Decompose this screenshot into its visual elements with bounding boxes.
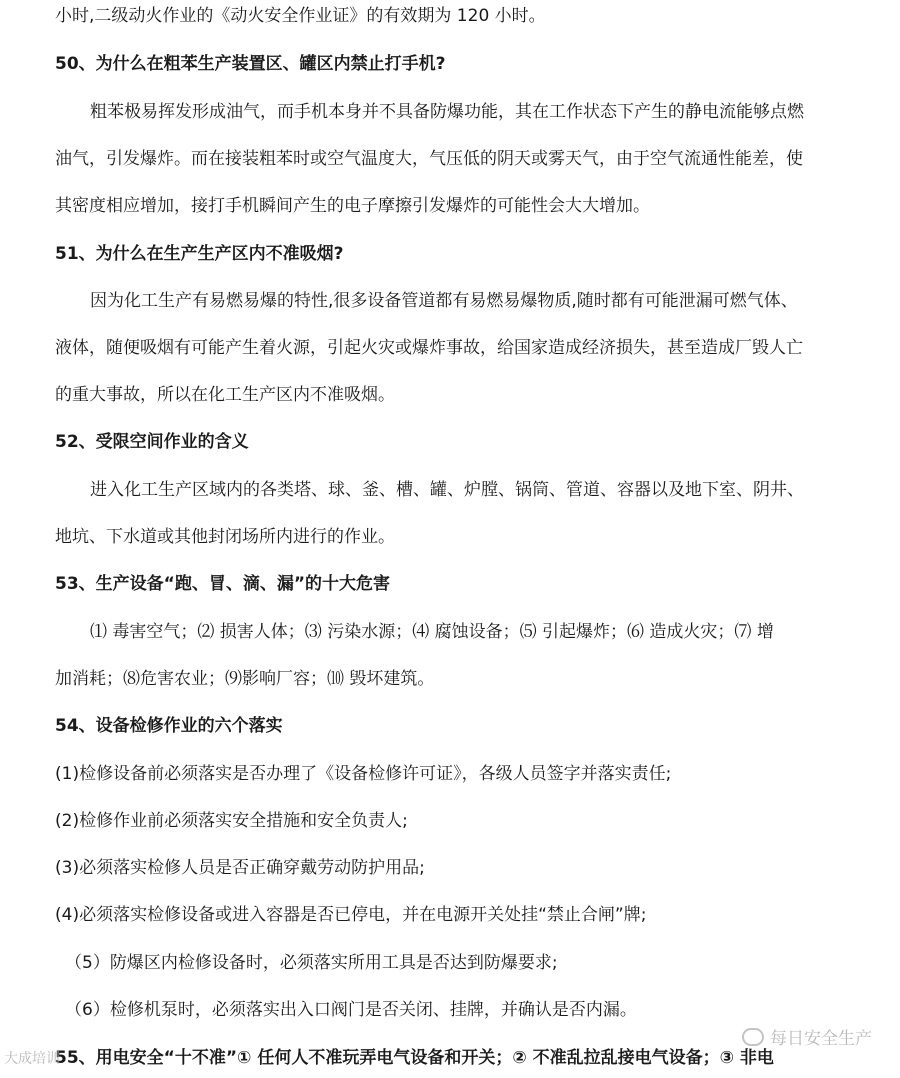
section-heading-53: 53、生产设备“跑、冒、滴、漏”的十大危害 (55, 574, 391, 594)
paragraph-line: 其密度相应增加，接打手机瞬间产生的电子摩擦引发爆炸的可能性会大大增加。 (55, 196, 650, 216)
section-heading-50: 50、为什么在粗苯生产装置区、罐区内禁止打手机? (55, 54, 446, 74)
watermark-right (742, 1024, 872, 1049)
section-heading-51: 51、为什么在生产生产区内不准吸烟? (55, 244, 344, 264)
paragraph-line: 加消耗；⑻危害农业；⑼影响厂容；⑽ 毁坏建筑。 (55, 669, 435, 689)
watermark-left-text: 大成培训 (4, 1051, 60, 1067)
section-heading-52: 52、受限空间作业的含义 (55, 432, 249, 452)
list-item: (3)必须落实检修人员是否正确穿戴劳动防护用品; (55, 858, 425, 878)
paragraph-line: 的重大事故，所以在化工生产区内不准吸烟。 (55, 385, 395, 405)
paragraph-line: 地坑、下水道或其他封闭场所内进行的作业。 (55, 527, 395, 547)
paragraph-line: 油气，引发爆炸。而在接装粗苯时或空气温度大，气压低的阴天或雾天气，由于空气流通性能差，使 (55, 149, 803, 169)
paragraph-line: ⑴ 毒害空气；⑵ 损害人体；⑶ 污染水源；⑷ 腐蚀设备；⑸ 引起爆炸；⑹ 造成火灾；⑺ 增 (90, 622, 774, 642)
paragraph-line: 进入化工生产区域内的各类塔、球、釜、槽、罐、炉膛、锅筒、管道、容器以及地下室、阴井、 (90, 480, 804, 500)
paragraph-line: 因为化工生产有易燃易爆的特性,很多设备管道都有易燃易爆物质,随时都有可能泄漏可燃气体、 (90, 291, 798, 311)
list-item: (4)必须落实检修设备或进入容器是否已停电，并在电源开关处挂“禁止合闸”牌; (55, 905, 647, 925)
paragraph-line: 液体，随便吸烟有可能产生着火源，引起火灾或爆炸事故，给国家造成经济损失，甚至造成厂毁人亡 (55, 338, 803, 358)
list-item: (2)检修作业前必须落实安全措施和安全负责人; (55, 811, 408, 831)
list-item: （6）检修机泵时，必须落实出入口阀门是否关闭、挂牌，并确认是否内漏。 (65, 1000, 637, 1020)
section-heading-55: 55、用电安全“十不准”① 任何人不准玩弄电气设备和开关；② 不准乱拉乱接电气设备；③ 非电 (55, 1048, 774, 1068)
wechat-icon (742, 1028, 764, 1046)
list-item: (1)检修设备前必须落实是否办理了《设备检修许可证》，各级人员签字并落实责任; (55, 764, 672, 784)
list-item: （5）防爆区内检修设备时，必须落实所用工具是否达到防爆要求; (65, 953, 558, 973)
watermark-left (4, 1048, 60, 1068)
text-line: 小时,二级动火作业的《动火安全作业证》的有效期为 120 小时。 (55, 6, 546, 26)
section-heading-54: 54、设备检修作业的六个落实 (55, 716, 283, 736)
watermark-right-text: 每日安全生产 (770, 1029, 872, 1049)
paragraph-line: 粗苯极易挥发形成油气，而手机本身并不具备防爆功能，其在工作状态下产生的静电流能够点燃 (90, 102, 804, 122)
